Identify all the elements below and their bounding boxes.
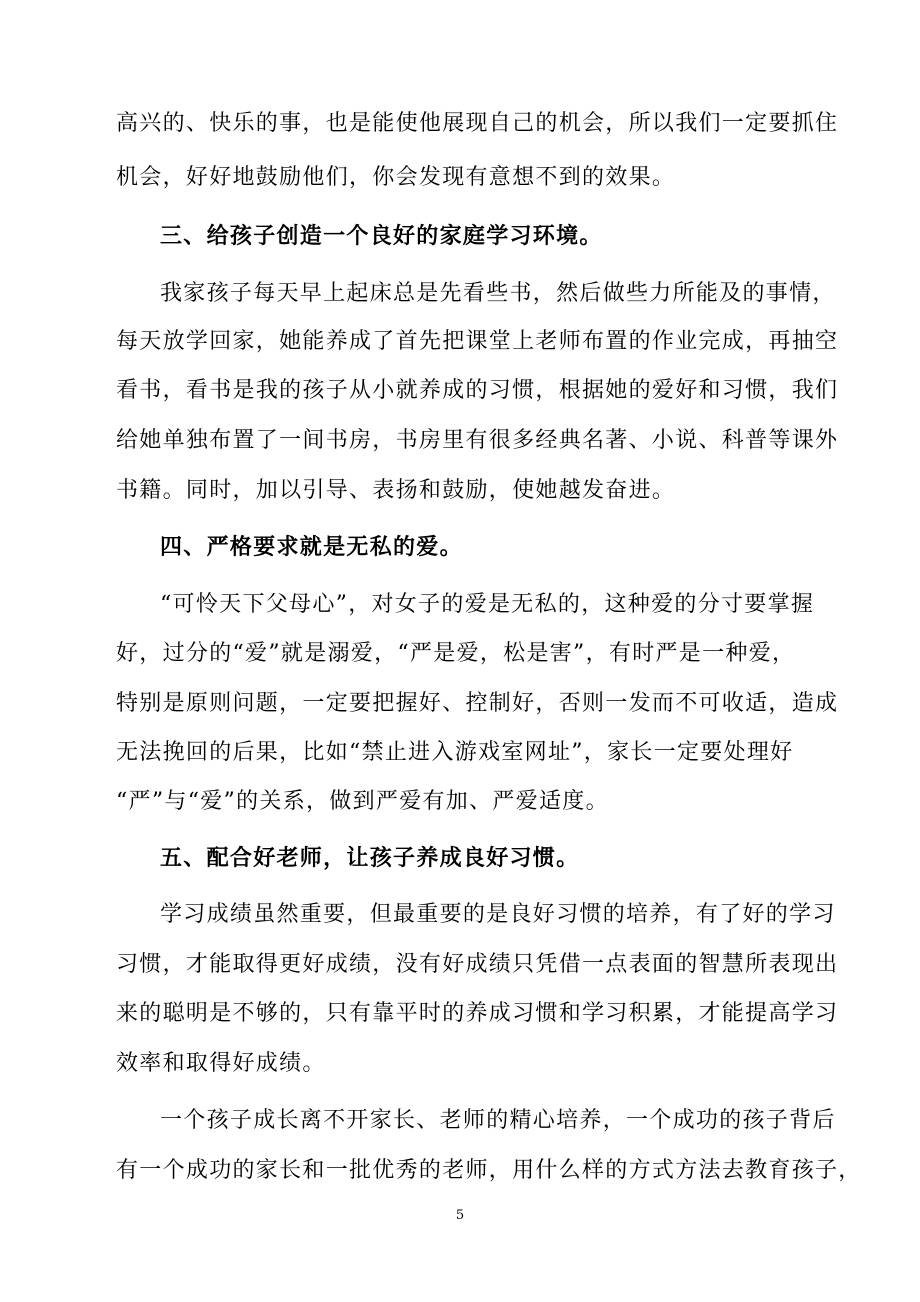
- section-heading: 四、严格要求就是无私的爱。: [160, 534, 463, 560]
- paragraph-line: 一个孩子成长离不开家长、老师的精心培养，一个成功的孩子背后: [160, 1108, 836, 1133]
- paragraph-line: 书籍。同时，加以引导、表扬和鼓励，使她越发奋进。: [116, 478, 676, 503]
- paragraph-line: 高兴的、快乐的事，也是能使他展现自己的机会，所以我们一定要抓住: [116, 111, 839, 136]
- paragraph-line: 来的聪明是不够的，只有靠平时的养成习惯和学习积累，才能提高学习: [116, 1001, 839, 1026]
- section-heading: 五、配合好老师，让孩子养成良好习惯。: [160, 845, 580, 871]
- paragraph-line: 机会，好好地鼓励他们，你会发现有意想不到的效果。: [116, 165, 676, 190]
- paragraph-line: 我家孩子每天早上起床总是先看些书，然后做些力所能及的事情，: [160, 281, 836, 306]
- paragraph-line: 效率和取得好成绩。: [116, 1051, 326, 1076]
- page-number: 5: [455, 1208, 465, 1223]
- paragraph-line: 有一个成功的家长和一批优秀的老师，用什么样的方式方法去教育孩子，: [116, 1158, 862, 1183]
- paragraph-line: 习惯，才能取得更好成绩，没有好成绩只凭借一点表面的智慧所表现出: [116, 952, 839, 977]
- paragraph-line: “可怜天下父母心”，对女子的爱是无私的，这种爱的分寸要掌握: [160, 592, 815, 617]
- paragraph-line: 给她单独布置了一间书房，书房里有很多经典名著、小说、科普等课外: [116, 428, 839, 453]
- paragraph-line: 每天放学回家，她能养成了首先把课堂上老师布置的作业完成，再抽空: [116, 329, 839, 354]
- section-heading: 三、给孩子创造一个良好的家庭学习环境。: [160, 223, 603, 249]
- paragraph-line: 看书，看书是我的孩子从小就养成的习惯，根据她的爱好和习惯，我们: [116, 378, 839, 403]
- paragraph-line: 无法挽回的后果，比如“禁止进入游戏室网址”，家长一定要处理好: [116, 740, 794, 765]
- paragraph-line: 特别是原则问题，一定要把握好、控制好，否则一发而不可收适，造成: [116, 691, 839, 716]
- paragraph-line: 好，过分的“爱”就是溺爱，“严是爱，松是害”，有时严是一种爱，: [116, 641, 796, 666]
- paragraph-line: “严”与“爱”的关系，做到严爱有加、严爱适度。: [116, 789, 609, 814]
- paragraph-line: 学习成绩虽然重要，但最重要的是良好习惯的培养，有了好的学习: [160, 902, 836, 927]
